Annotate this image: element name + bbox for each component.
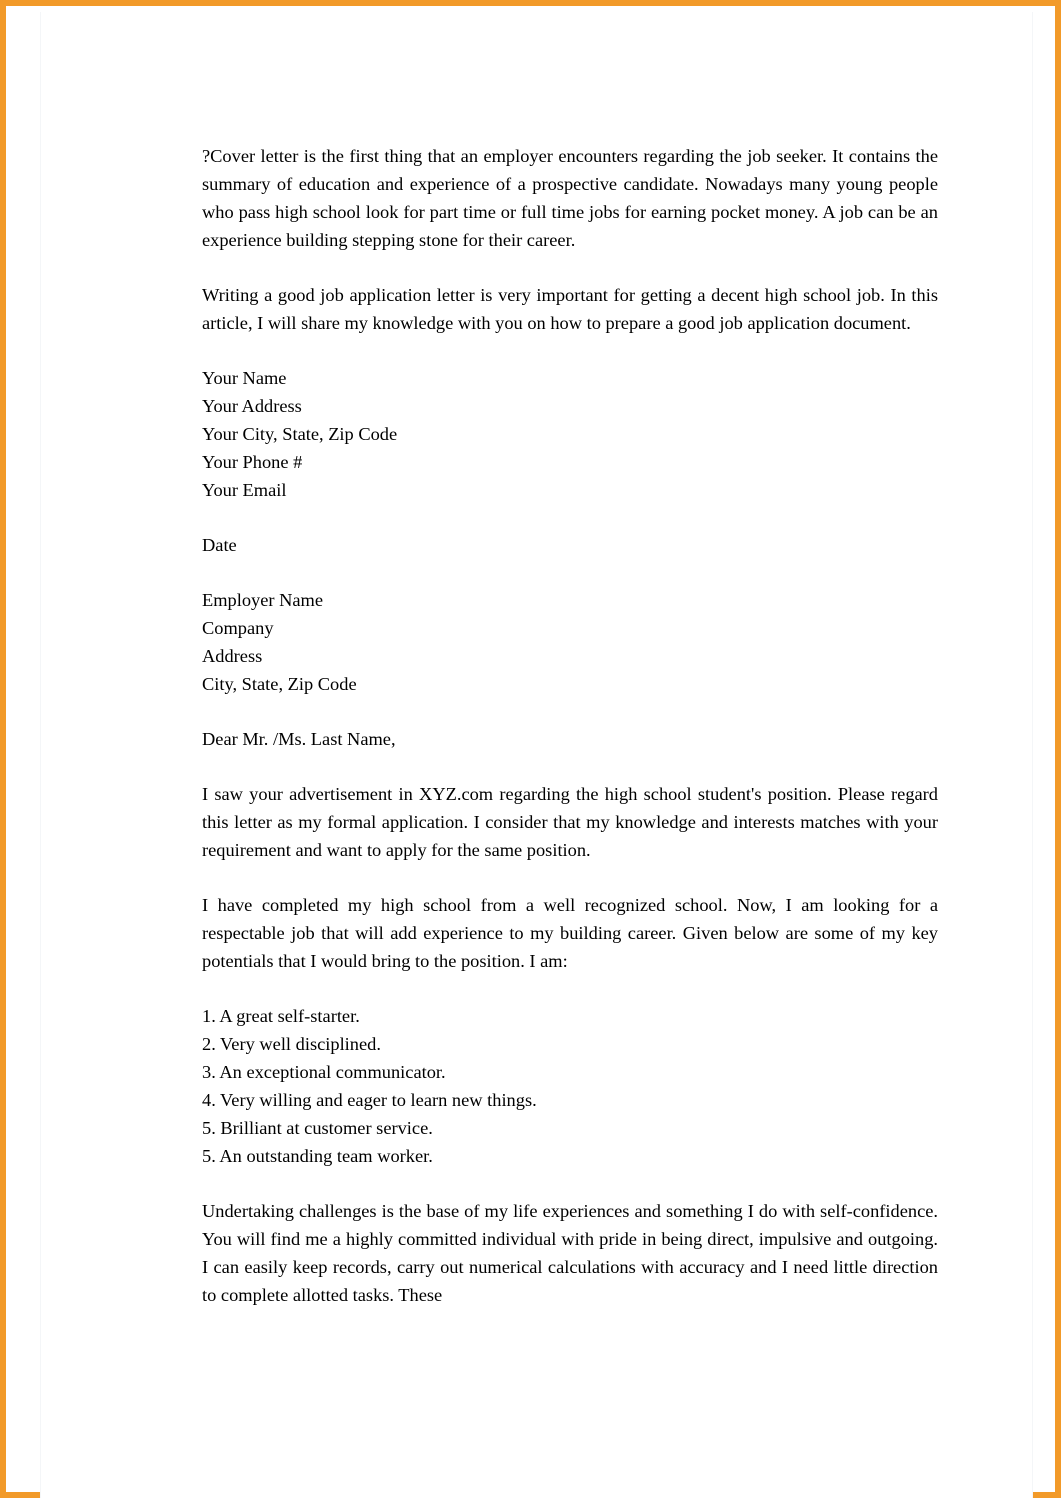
- recipient-company: Company: [202, 618, 274, 638]
- intro-paragraph-1: ?Cover letter is the first thing that an employer encounters regarding the job seeker. It contains the summary of education and experience of a prospective candidate. Nowadays many young people who pass high school look for part time or full time jobs for earning pocket money. A job can be an experience building stepping stone for their career.: [202, 146, 938, 250]
- list-item: 3. An exceptional communicator.: [202, 1062, 446, 1082]
- list-item: 5. An outstanding team worker.: [202, 1146, 433, 1166]
- sender-name: Your Name: [202, 368, 287, 388]
- sender-email: Your Email: [202, 480, 287, 500]
- sender-phone: Your Phone #: [202, 452, 303, 472]
- list-item: 4. Very willing and eager to learn new things.: [202, 1090, 537, 1110]
- sender-city-state-zip: Your City, State, Zip Code: [202, 424, 398, 444]
- recipient-address-block: [202, 586, 938, 698]
- recipient-address: Address: [202, 646, 263, 666]
- recipient-employer-name: Employer Name: [202, 590, 324, 610]
- body-paragraph-2: I have completed my high school from a well recognized school. Now, I am looking for a respectable job that will add experience to my building career. Given below are some of my key potentials that I would bring to the position. I am:: [202, 895, 938, 971]
- intro-paragraph-2: Writing a good job application letter is very important for getting a decent high school job. In this article, I will share my knowledge with you on how to prepare a good job application document.: [202, 285, 938, 333]
- closing-paragraph: Undertaking challenges is the base of my life experiences and something I do with self-confidence. You will find me a highly committed individual with pride in being direct, impulsive and outgoing. I can easily keep records, carry out numerical calculations with accuracy and I need little direction to complete allotted tasks. These: [202, 1201, 938, 1305]
- key-potentials-list: [202, 1002, 938, 1170]
- list-item: 1. A great self-starter.: [202, 1006, 360, 1026]
- sender-address-block: [202, 364, 938, 504]
- sender-address: Your Address: [202, 396, 302, 416]
- recipient-city-state-zip: City, State, Zip Code: [202, 674, 357, 694]
- list-item: 2. Very well disciplined.: [202, 1034, 381, 1054]
- date-block: [202, 531, 938, 559]
- list-item: 5. Brilliant at customer service.: [202, 1118, 433, 1138]
- letter-body: [202, 142, 938, 1309]
- document-page: [40, 12, 1033, 1498]
- body-paragraph-1: I saw your advertisement in XYZ.com regarding the high school student's position. Please regard this letter as my formal application. I consider that my knowledge and interests matches with your requirement and want to apply for the same position.: [202, 784, 938, 860]
- salutation-line: Dear Mr. /Ms. Last Name,: [202, 729, 396, 749]
- date-line: Date: [202, 535, 237, 555]
